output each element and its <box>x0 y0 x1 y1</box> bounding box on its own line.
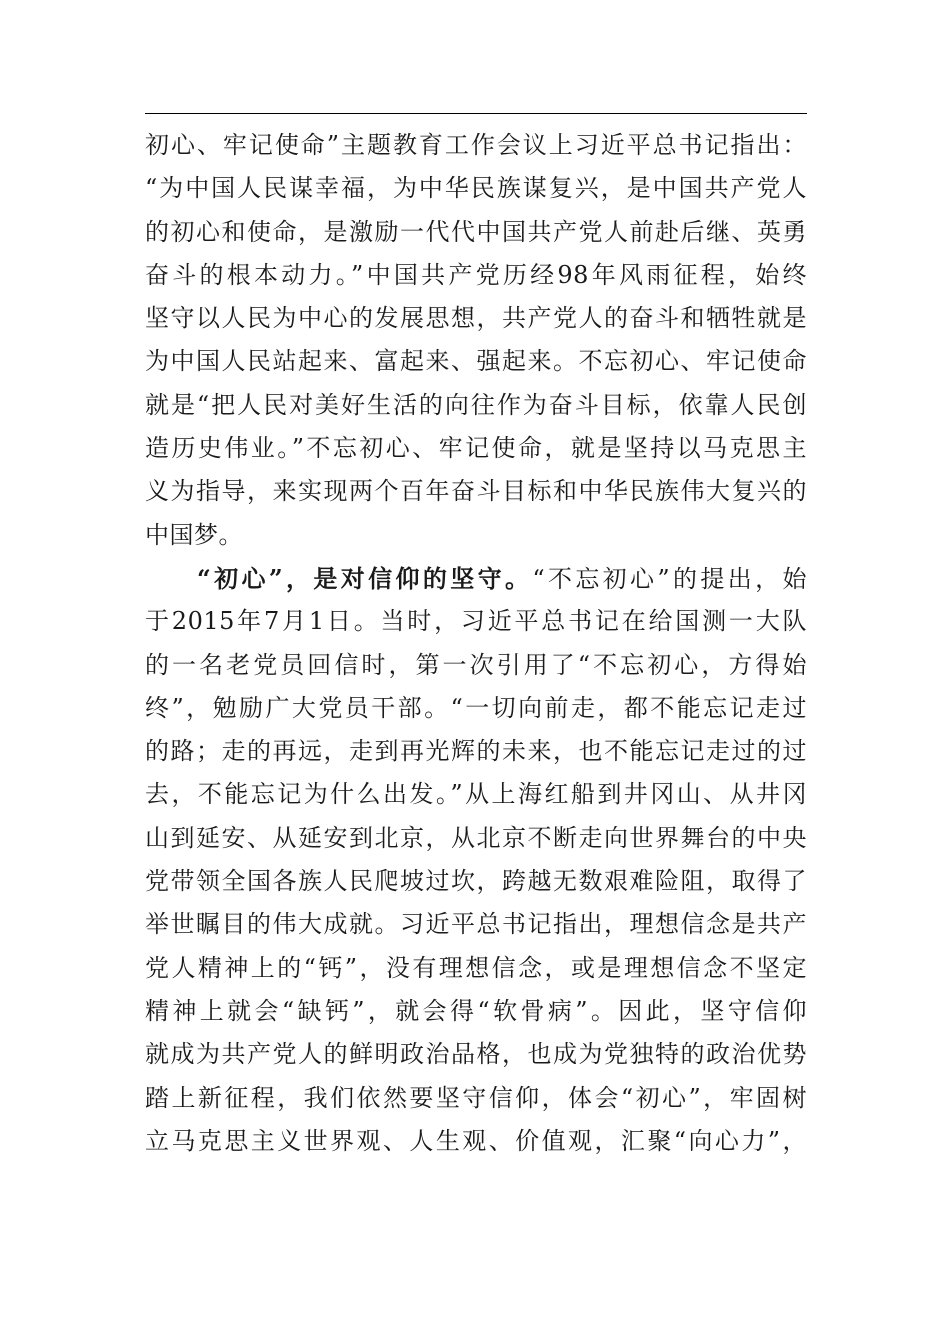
text-line: 终”，勉励广大党员干部。“一切向前走，都不能忘记走过 <box>145 693 807 722</box>
text-line: 的一名老党员回信时，第一次引用了“不忘初心，方得始 <box>145 650 807 679</box>
paragraph-first-line <box>145 557 807 600</box>
text-line: 初心、牢记使命”主题教育工作会议上习近平总书记指出： <box>145 131 807 159</box>
text-line: 党带领全国各族人民爬坡过坎，跨越无数艰难险阻，取得了 <box>145 867 807 896</box>
text-line: 举世瞩目的伟大成就。习近平总书记指出，理想信念是共产 <box>145 910 807 939</box>
text-line: 造历史伟业。”不忘初心、牢记使命，就是坚持以马克思主 <box>145 434 807 463</box>
text-line: 精神上就会“缺钙”，就会得“软骨病”。因此，坚守信仰 <box>145 996 807 1025</box>
text-line: 为中国人民站起来、富起来、强起来。不忘初心、牢记使命 <box>145 347 807 376</box>
header-rule <box>145 113 807 114</box>
text-line: 的路；走的再远，走到再光辉的未来，也不能忘记走过的过 <box>145 737 807 766</box>
text-line: 于2015年7月1日。当时，习近平总书记在给国测一大队 <box>145 607 807 636</box>
text-line: “为中国人民谋幸福，为中华民族谋复兴，是中国共产党人 <box>145 174 807 203</box>
text-line: 奋斗的根本动力。”中国共产党历经98年风雨征程，始终 <box>145 260 807 289</box>
text-line: 中国梦。 <box>145 520 243 549</box>
heading-continuation: “不忘初心”的提出，始 <box>532 564 807 593</box>
text-line: 踏上新征程，我们依然要坚守信仰，体会“初心”，牢固树 <box>145 1083 807 1112</box>
text-line: 的初心和使命，是激励一代代中国共产党人前赴后继、英勇 <box>145 217 807 246</box>
text-line: 就成为共产党人的鲜明政治品格，也成为党独特的政治优势 <box>145 1040 807 1069</box>
paragraph-heading: “初心”，是对信仰的坚守。 <box>197 563 533 593</box>
text-line: 去，不能忘记为什么出发。”从上海红船到井冈山、从井冈 <box>145 780 807 809</box>
document-body <box>145 124 807 1163</box>
text-line: 立马克思主义世界观、人生观、价值观，汇聚“向心力”， <box>145 1126 807 1155</box>
text-line: 山到延安、从延安到北京，从北京不断走向世界舞台的中央 <box>145 823 807 852</box>
paragraph-2 <box>145 557 807 1163</box>
text-line: 义为指导，来实现两个百年奋斗目标和中华民族伟大复兴的 <box>145 477 807 506</box>
text-line: 坚守以人民为中心的发展思想，共产党人的奋斗和牺牲就是 <box>145 304 807 333</box>
text-line: 党人精神上的“钙”，没有理想信念，或是理想信念不坚定 <box>145 953 807 982</box>
text-line: 就是“把人民对美好生活的向往作为奋斗目标，依靠人民创 <box>145 390 807 419</box>
paragraph-1 <box>145 124 807 557</box>
